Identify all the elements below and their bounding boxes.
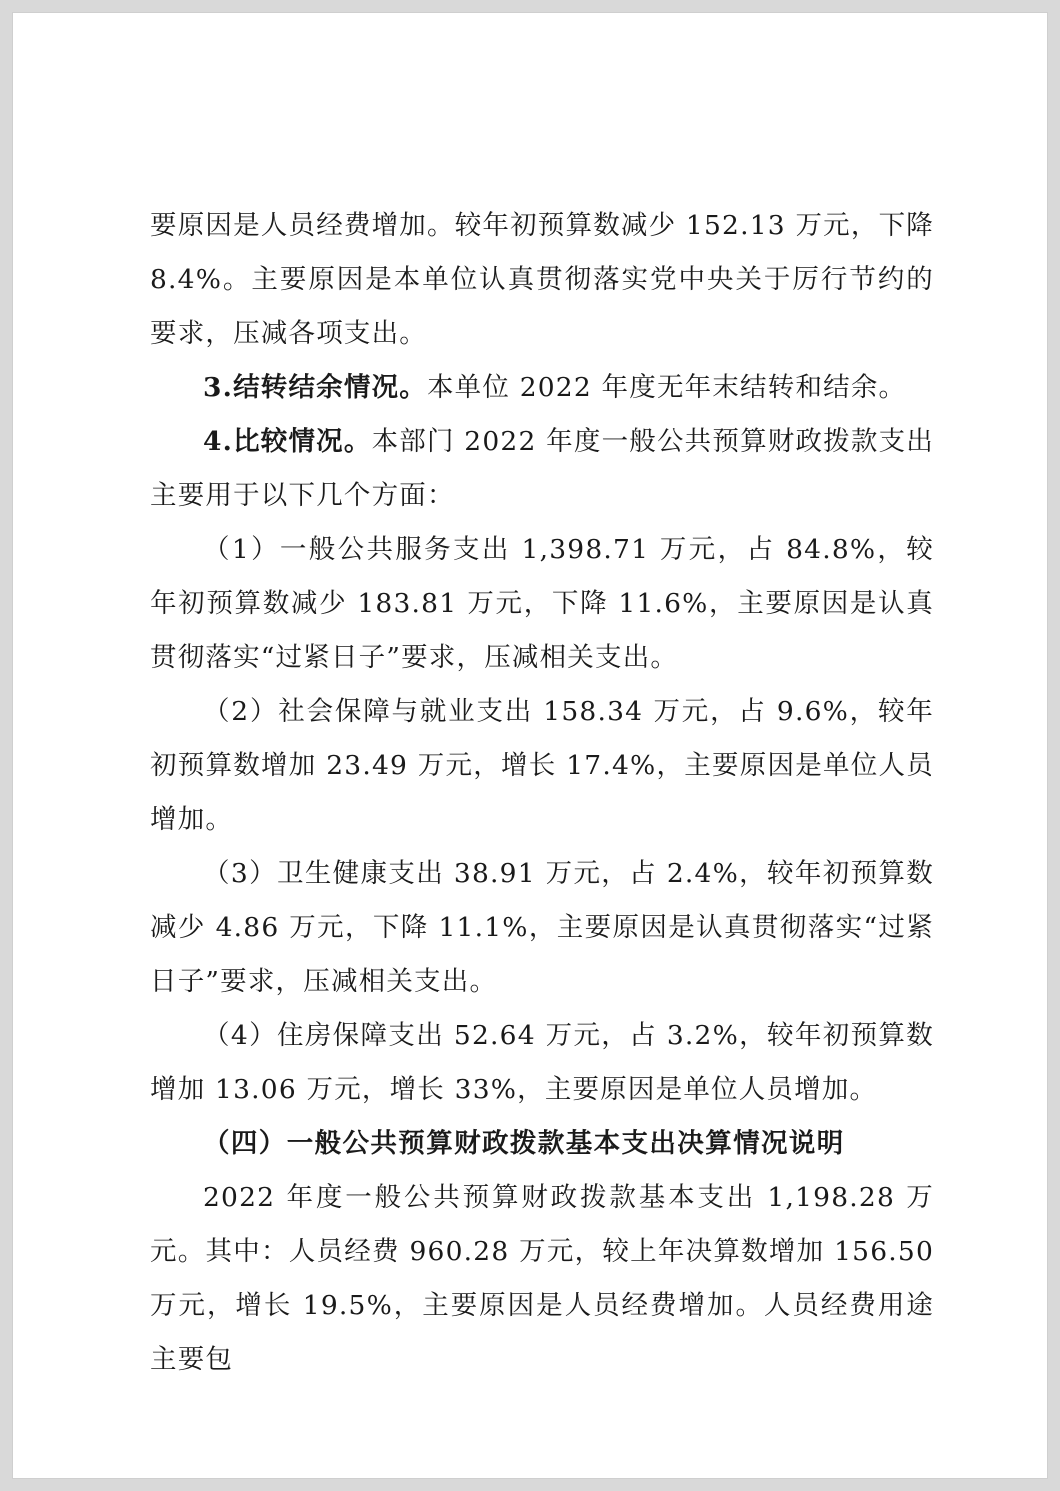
- paragraph-carryover: [150, 199, 934, 361]
- paragraph-text: 本部门 2022 年度一般公共预算财政拨款支出主要用于以下几个方面：: [150, 426, 934, 511]
- paragraph-comparison: [150, 415, 934, 523]
- section-heading-basic-expenditure: [150, 1117, 934, 1171]
- paragraph-item-4-housing: [150, 1009, 934, 1117]
- paragraph-text: （1）一般公共服务支出 1,398.71 万元，占 84.8%，较年初预算数减少 183.81 万元，下降 11.6%，主要原因是认真贯彻落实“过紧日子”要求，压减相关支出。: [150, 534, 934, 673]
- paragraph-text: 要原因是人员经费增加。较年初预算数减少 152.13 万元，下降 8.4%。主要原因是本单位认真贯彻落实党中央关于厉行节约的要求，压减各项支出。: [150, 210, 934, 349]
- paragraph-basic-expenditure: [150, 1171, 934, 1387]
- paragraph-text: （3）卫生健康支出 38.91 万元，占 2.4%，较年初预算数减少 4.86 万元，下降 11.1%，主要原因是认真贯彻落实“过紧日子”要求，压减相关支出。: [150, 858, 934, 997]
- paragraph-text: 2022 年度一般公共预算财政拨款基本支出 1,198.28 万元。其中：人员经费 960.28 万元，较上年决算数增加 156.50 万元，增长 19.5%，主要原因是人员经费增加。人员经费用途主要包: [150, 1182, 934, 1375]
- document-body: [150, 199, 934, 1387]
- paragraph-item-2-social-security: [150, 685, 934, 847]
- paragraph-text: （2）社会保障与就业支出 158.34 万元，占 9.6%，较年初预算数增加 23.49 万元，增长 17.4%，主要原因是单位人员增加。: [150, 696, 934, 835]
- section-heading-text: （四）一般公共预算财政拨款基本支出决算情况说明: [203, 1128, 845, 1159]
- paragraph-text: （4）住房保障支出 52.64 万元，占 3.2%，较年初预算数增加 13.06 万元，增长 33%，主要原因是单位人员增加。: [150, 1020, 934, 1105]
- paragraph-text: 本单位 2022 年度无年末结转和结余。: [426, 372, 907, 403]
- paragraph-item-3-health: [150, 847, 934, 1009]
- paragraph-lead-bold: 4.比较情况。: [203, 426, 372, 457]
- paragraph-lead-bold: 3.结转结余情况。: [203, 372, 427, 403]
- paragraph-carryover-balance: [150, 361, 934, 415]
- paragraph-item-1-general-public-services: [150, 523, 934, 685]
- document-page: [12, 12, 1048, 1479]
